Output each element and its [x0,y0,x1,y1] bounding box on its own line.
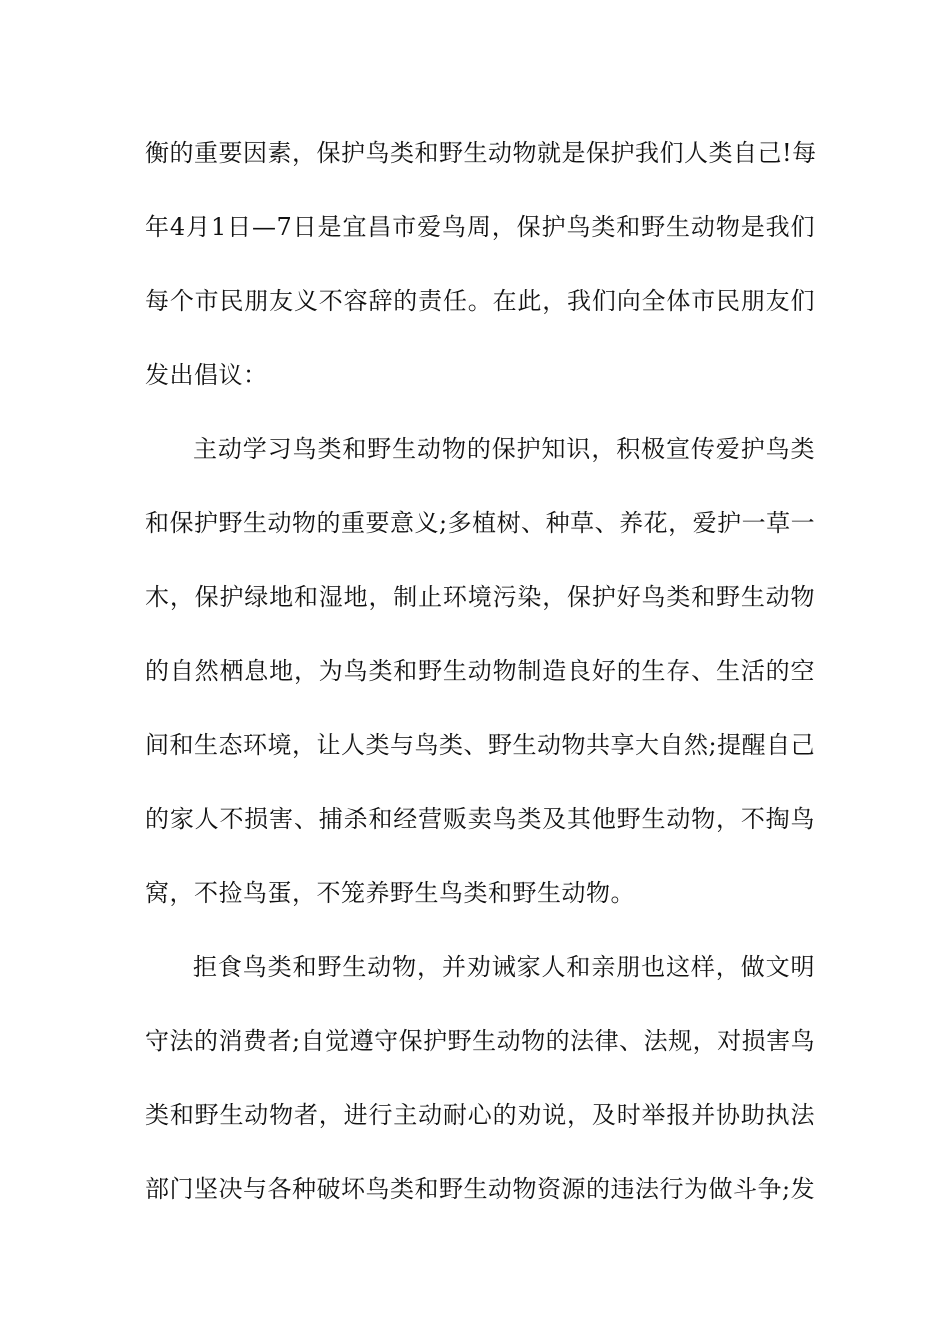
paragraph-first-line: 拒食鸟类和野生动物，并劝诫家人和亲朋也这样，做文明 [193,953,815,981]
text-line: 窝，不捡鸟蛋，不笼养野生鸟类和野生动物。 [145,879,635,907]
text-line: 的自然栖息地，为鸟类和野生动物制造良好的生存、生活的空 [145,657,815,685]
text-line: 和保护野生动物的重要意义;多植树、种草、养花，爱护一草一 [145,509,816,537]
text-line: 部门坚决与各种破坏鸟类和野生动物资源的违法行为做斗争;发 [145,1175,816,1203]
text-line: 守法的消费者;自觉遵守保护野生动物的法律、法规，对损害鸟 [145,1027,816,1055]
paragraph-first-line: 主动学习鸟类和野生动物的保护知识，积极宣传爱护鸟类 [193,435,815,463]
text-line: 间和生态环境，让人类与鸟类、野生动物共享大自然;提醒自己 [145,731,816,759]
text-line: 木，保护绿地和湿地，制止环境污染，保护好鸟类和野生动物 [145,583,815,611]
text-line: 每个市民朋友义不容辞的责任。在此，我们向全体市民朋友们 [145,287,815,315]
text-line: 的家人不损害、捕杀和经营贩卖鸟类及其他野生动物，不掏鸟 [145,805,815,833]
text-line: 年4月1日—7日是宜昌市爱鸟周，保护鸟类和野生动物是我们 [145,213,815,241]
text-line: 发出倡议： [145,361,268,389]
text-line: 衡的重要因素，保护鸟类和野生动物就是保护我们人类自己!每 [145,139,817,167]
text-line: 类和野生动物者，进行主动耐心的劝说，及时举报并协助执法 [145,1101,815,1129]
